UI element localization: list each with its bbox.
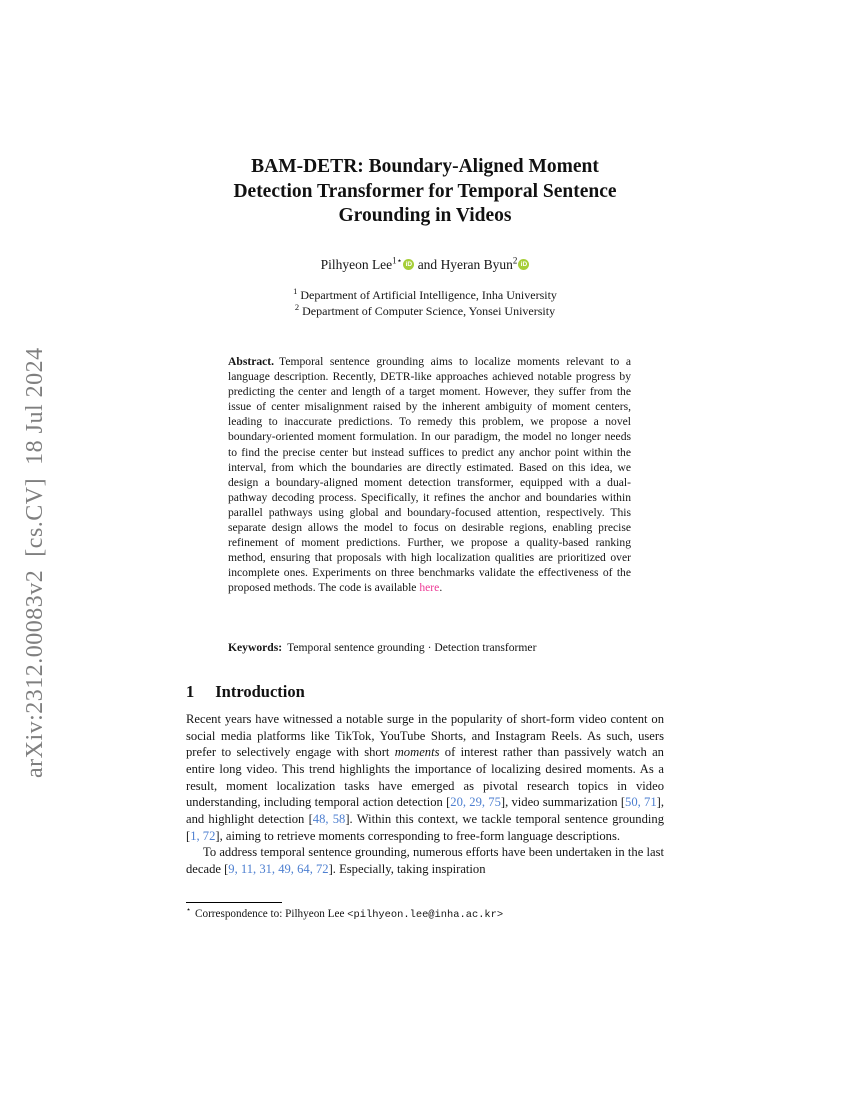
affiliation-2-text: Department of Computer Science, Yonsei University	[302, 303, 556, 318]
citation-link[interactable]: 48, 58	[312, 811, 346, 826]
intro-p1-text: Recent years have witnessed a notable surge in the popularity of short-form video content on social media platforms like TikTok, YouTube Shorts, and Instagram Reels. As such, users prefer to selectively engage with short	[186, 712, 664, 760]
keywords-line	[228, 641, 631, 654]
abstract-period: .	[439, 581, 443, 595]
section-1-title: Introduction	[215, 682, 305, 701]
author-1-superscript: 1⋆	[392, 255, 403, 266]
citation-link[interactable]: 20, 29, 75	[450, 795, 501, 810]
intro-p1-text: ], and highlight detection [	[186, 795, 664, 826]
affiliation-1-text: Department of Artificial Intelligence, Inha University	[300, 288, 557, 302]
keywords-text: Temporal sentence grounding · Detection transformer	[287, 641, 537, 654]
footnote-text: Correspondence to: Pilhyeon Lee	[195, 908, 348, 920]
affiliation-2	[186, 301, 664, 320]
affiliations	[186, 288, 664, 319]
author-2-superscript: 2	[512, 255, 518, 266]
section-1-heading	[186, 682, 664, 702]
author-separator: and	[414, 257, 441, 272]
intro-p2-text: To address temporal sentence grounding, numerous efforts have been undertaken in the last decade [	[186, 845, 664, 876]
intro-p1-emphasis: moments	[394, 745, 440, 760]
section-1-number: 1	[186, 682, 195, 701]
intro-paragraph-1	[186, 711, 664, 844]
intro-p1-text: ]. Within this context, we tackle temporal sentence grounding [	[186, 811, 664, 843]
orcid-icon[interactable]: iD	[518, 259, 529, 270]
keywords-label: Keywords:	[228, 641, 283, 654]
abstract-label: Abstract.	[228, 355, 275, 368]
author-2-name: Hyeran Byun	[440, 257, 513, 272]
footnote-rule	[186, 902, 282, 903]
footnote-line	[186, 905, 664, 921]
intro-p2-text: ]. Especially, taking inspiration	[328, 861, 486, 876]
paper-title-line-3: Grounding in Videos	[338, 205, 512, 227]
abstract-text: Temporal sentence grounding aims to localize moments relevant to a language description. Recently, DETR-like approaches achieved notable progress by predicting the center and length of a target moment. However, they suffer from the issue of center misalignment raised by the inherent ambiguity of moment centers, leading to inaccurate predictions. To remedy this problem, we propose a novel boundary-oriented moment formulation. In our paradigm, the model no longer needs to find the precise center but instead suffices to predict any anchor point within the interval, from which the boundaries are directly estimated. Based on this idea, we design a boundary-aligned moment detection transformer, equipped with a dual-pathway decoding process. Specifically, it refines the anchor and boundaries within parallel pathways using global and boundary-focused attention, respectively. This separate design allows the model to focus on desirable regions, enabling precise refinement of moment predictions. Further, we propose a quality-based ranking method, ensuring that proposals with high localization qualities are prioritized over incomplete ones. Experiments on three benchmarks validate the effectiveness of the proposed methods. The code is available	[228, 355, 631, 595]
footnote-marker: ⋆	[186, 905, 192, 915]
arxiv-watermark: arXiv:2312.00083v2 [cs.CV] 18 Jul 2024	[22, 347, 48, 778]
intro-p1-text: of interest rather than passively watch an entire long video. This trend highlights the importance of localizing desired moments. As a result, moment localization tasks have emerged as pivotal research topics in video understanding, including temporal action detection [	[186, 745, 664, 810]
code-link[interactable]: here	[419, 581, 440, 595]
intro-paragraph-2	[186, 844, 664, 877]
paper-title	[186, 155, 664, 229]
paper-page-content	[186, 0, 664, 1100]
intro-p1-text: ], aiming to retrieve moments corresponding to free-form language descriptions.	[215, 828, 621, 843]
correspondence-email: <pilhyeon.lee@inha.ac.kr>	[347, 909, 504, 921]
affiliation-1	[186, 288, 664, 304]
author-1-name: Pilhyeon Lee	[320, 257, 393, 272]
author-line	[186, 257, 664, 273]
intro-p1-text: ], video summarization [	[500, 795, 626, 810]
orcid-icon[interactable]: iD	[403, 259, 414, 270]
citation-link[interactable]: 50, 71	[625, 795, 657, 810]
affiliation-2-superscript: 2	[294, 301, 300, 312]
paper-title-line-1: BAM-DETR: Boundary-Aligned Moment	[251, 156, 599, 177]
affiliation-1-superscript: 1	[293, 286, 298, 296]
citation-link[interactable]: 9, 11, 31, 49, 64, 72	[228, 861, 329, 876]
citation-link[interactable]: 1, 72	[190, 828, 216, 843]
abstract	[228, 354, 631, 596]
paper-title-line-2: Detection Transformer for Temporal Sentence	[233, 180, 617, 202]
introduction-body	[186, 711, 664, 878]
correspondence-footnote	[186, 902, 664, 921]
